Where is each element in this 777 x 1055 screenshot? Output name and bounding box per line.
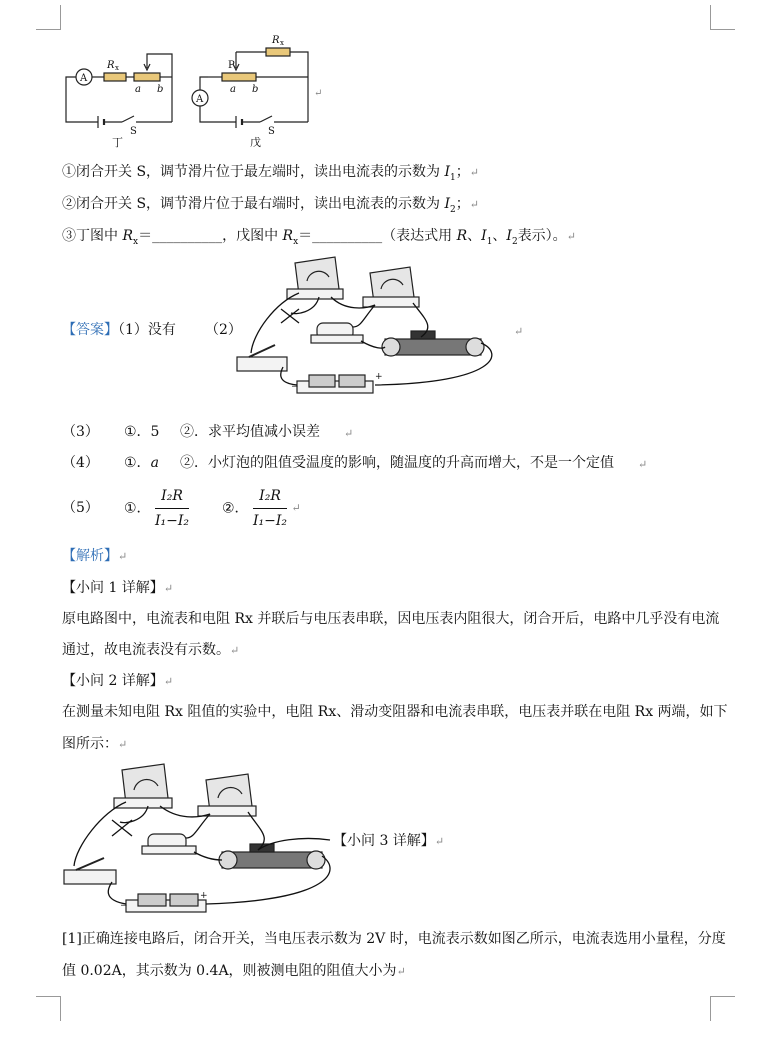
analysis-tag: 【解析】↵ bbox=[62, 548, 128, 564]
b-label-ding: b bbox=[157, 84, 164, 95]
answer-tag: 【答案】 bbox=[62, 322, 118, 338]
crop-mark-bottom-right bbox=[710, 996, 735, 1021]
q3-heading: 【小问 3 详解】↵ bbox=[333, 833, 445, 849]
svg-text:−: − bbox=[120, 901, 128, 911]
fig-wu-caption: 戊 bbox=[250, 136, 261, 149]
answer-3-part-2: ②．求平均值减小误差 bbox=[180, 424, 320, 440]
b-label-wu: b bbox=[252, 84, 259, 95]
q1-line-1: 原电路图中，电流表和电阻 Rx 并联后与电压表串联，因电压表内阻很大，闭合开后，电路中几乎没有电流 bbox=[62, 611, 720, 627]
answer-4-part-1: ①．a bbox=[124, 455, 159, 471]
answer-2-number: （2） bbox=[205, 322, 242, 338]
answer-3: （3） bbox=[62, 424, 99, 440]
s-label-ding: S bbox=[130, 126, 137, 137]
svg-text:−: − bbox=[291, 382, 299, 392]
rx-sub-ding: x bbox=[115, 64, 119, 72]
q2-line-1: 在测量未知电阻 Rx 阻值的实验中，电阻 Rx、滑动变阻器和电流表串联，电压表并联在电阻 Rx 两端，如下 bbox=[62, 704, 728, 720]
step-2: ②闭合开关 S，调节滑片位于最右端时，读出电流表的示数为 $I_2$；↵ bbox=[62, 196, 479, 215]
rx-label-ding: R bbox=[107, 60, 115, 71]
physical-circuit-figure-2 bbox=[62, 760, 342, 922]
answer-5: （5） bbox=[62, 500, 99, 516]
svg-text:+: + bbox=[200, 891, 208, 901]
crop-mark-top-right bbox=[710, 5, 735, 30]
rx-sub-wu: x bbox=[280, 39, 284, 47]
p-label-wu: P bbox=[228, 60, 235, 71]
rx-label-wu: R bbox=[272, 35, 280, 46]
q1-line-2: 通过，故电流表没有示数。↵ bbox=[62, 642, 240, 658]
a-label-wu: a bbox=[230, 84, 236, 95]
physical-circuit-figure-1 bbox=[235, 253, 505, 403]
q3-line-2: 值 0.02A，其示数为 0.4A，则被测电阻的阻值大小为↵ bbox=[62, 963, 406, 979]
step-1: ①闭合开关 S，调节滑片位于最左端时，读出电流表的示数为 $I_1$；↵ bbox=[62, 164, 479, 183]
svg-text:+: + bbox=[375, 372, 383, 382]
q3-line-1: [1]正确连接电路后，闭合开关，当电压表示数为 2V 时，电流表示数如图乙所示，电流表选用小量程，分度 bbox=[62, 931, 726, 947]
crop-mark-bottom-left bbox=[36, 996, 61, 1021]
fig-ding-caption: 丁 bbox=[112, 136, 123, 149]
fraction-1: $\frac{\text{I₂R}}{\text{I₁−I₂}}$ bbox=[155, 488, 190, 529]
answer-4-part-2: ②．小灯泡的阻值受温度的影响，随温度的升高而增大，不是一个定值 bbox=[180, 455, 614, 471]
step-3: ③丁图中 $R_x=\_\_\_\_\_\_\_\_\_\_$，戊图中 $R_x=\_\_\_\_\_\_\_\_\_\_$（表达式用 R、$I_1$、$I_2$表示）。↵ bbox=[62, 228, 576, 247]
s-label-wu: S bbox=[268, 126, 275, 137]
ammeter-label-ding: A bbox=[80, 73, 88, 84]
crop-mark-top-left bbox=[36, 5, 61, 30]
svg-text:↵: ↵ bbox=[314, 88, 323, 99]
q1-heading: 【小问 1 详解】↵ bbox=[62, 580, 174, 596]
answer-3-part-1: ①．5 bbox=[124, 424, 160, 440]
answer-5-part-2: ②． $\frac{\text{I₂R}}{\text{I₁−I₂}}$ ↵ bbox=[222, 488, 301, 529]
answer-4: （4） bbox=[62, 455, 99, 471]
circuit-diagrams bbox=[60, 28, 330, 153]
answer-5-part-1: ①． $\frac{\text{I₂R}}{\text{I₁−I₂}}$ bbox=[124, 488, 190, 529]
q2-heading: 【小问 2 详解】↵ bbox=[62, 673, 174, 689]
fraction-2: $\frac{\text{I₂R}}{\text{I₁−I₂}}$ bbox=[253, 488, 288, 529]
answer-line-1: 【答案】（1）没有 bbox=[62, 322, 176, 338]
ammeter-label-wu: A bbox=[196, 94, 204, 105]
a-label-ding: a bbox=[135, 84, 141, 95]
q2-line-2: 图所示：↵ bbox=[62, 736, 128, 752]
